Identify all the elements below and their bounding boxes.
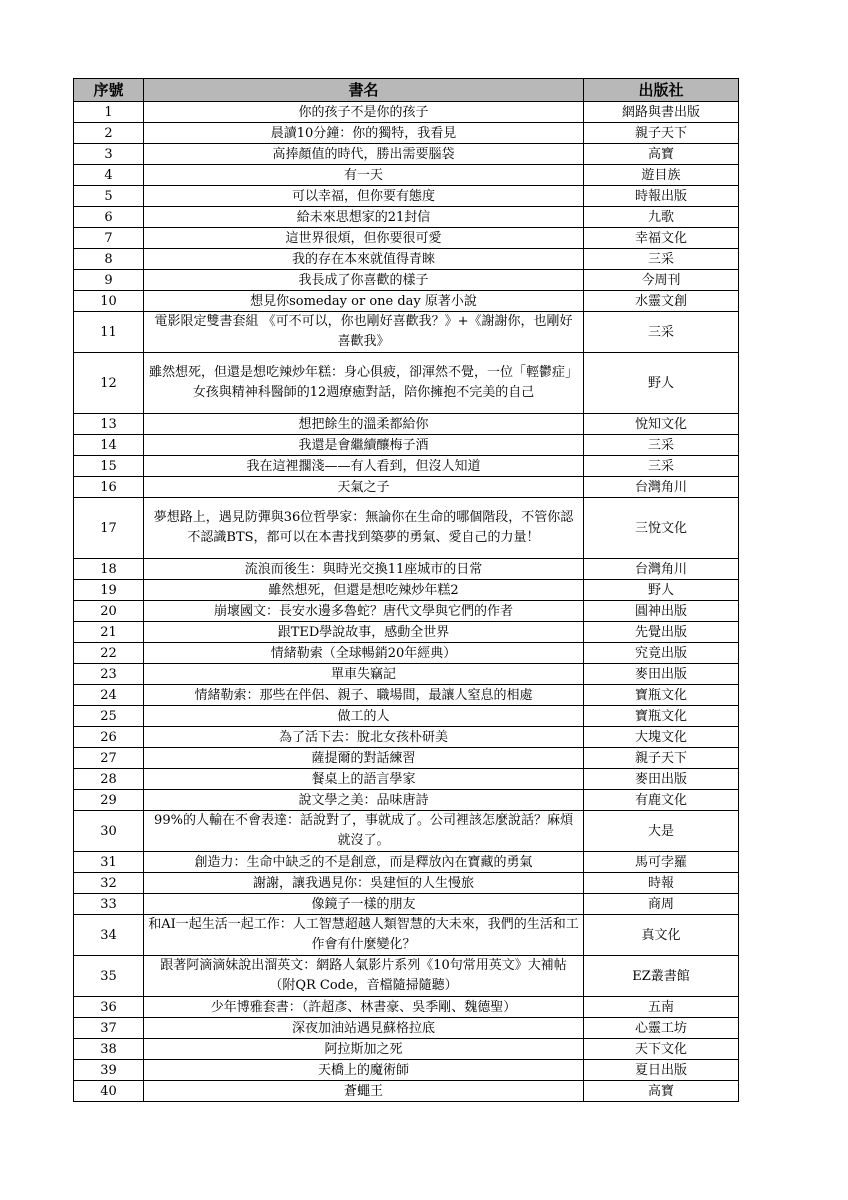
- book-list-table: [73, 78, 739, 1102]
- table-row: [74, 186, 739, 207]
- table-header-row: [74, 79, 739, 102]
- table-row: [74, 165, 739, 186]
- table-row: [74, 456, 739, 477]
- row-number: 28: [74, 769, 144, 790]
- book-title: 給未來思想家的21封信: [144, 207, 584, 228]
- table-row: [74, 997, 739, 1018]
- row-number: 21: [74, 622, 144, 643]
- book-title: 和AI一起生活一起工作：人工智慧超越人類智慧的大未來，我們的生活和工作會有什麼變化？: [144, 915, 584, 956]
- book-title: 夢想路上，遇見防彈與36位哲學家：無論你在生命的哪個階段，不管你認不認識BTS，都可以在本書找到築夢的勇氣、愛自己的力量！: [144, 498, 584, 559]
- table-row: [74, 727, 739, 748]
- table-row: [74, 643, 739, 664]
- publisher-name: 台灣角川: [584, 559, 739, 580]
- book-title: 情緒勒索（全球暢銷20年經典）: [144, 643, 584, 664]
- publisher-name: 悅知文化: [584, 414, 739, 435]
- publisher-name: 幸福文化: [584, 228, 739, 249]
- table-row: [74, 1081, 739, 1102]
- table-row: [74, 873, 739, 894]
- book-title: 我的存在本來就值得青睞: [144, 249, 584, 270]
- publisher-name: 大是: [584, 811, 739, 852]
- row-number: 30: [74, 811, 144, 852]
- publisher-name: 馬可孛羅: [584, 852, 739, 873]
- table-row: [74, 498, 739, 559]
- publisher-name: 三采: [584, 249, 739, 270]
- book-title: 我還是會繼續釀梅子酒: [144, 435, 584, 456]
- publisher-name: 寶瓶文化: [584, 685, 739, 706]
- row-number: 35: [74, 956, 144, 997]
- row-number: 8: [74, 249, 144, 270]
- row-number: 11: [74, 312, 144, 353]
- book-title: 雖然想死，但還是想吃辣炒年糕2: [144, 580, 584, 601]
- publisher-name: 先覺出版: [584, 622, 739, 643]
- row-number: 39: [74, 1060, 144, 1081]
- book-title: 天橋上的魔術師: [144, 1060, 584, 1081]
- table-row: [74, 207, 739, 228]
- book-title: 天氣之子: [144, 477, 584, 498]
- table-row: [74, 685, 739, 706]
- row-number: 17: [74, 498, 144, 559]
- row-number: 33: [74, 894, 144, 915]
- publisher-name: 時報出版: [584, 186, 739, 207]
- book-title: 蒼蠅王: [144, 1081, 584, 1102]
- table-row: [74, 312, 739, 353]
- header-title: 書名: [144, 79, 584, 102]
- row-number: 4: [74, 165, 144, 186]
- table-row: [74, 852, 739, 873]
- publisher-name: 今周刊: [584, 270, 739, 291]
- row-number: 9: [74, 270, 144, 291]
- book-title: 我在這裡擱淺——有人看到，但沒人知道: [144, 456, 584, 477]
- row-number: 20: [74, 601, 144, 622]
- table-row: [74, 102, 739, 123]
- table-row: [74, 228, 739, 249]
- book-title: 電影限定雙書套組 《可不可以，你也剛好喜歡我？》+《謝謝你，也剛好喜歡我》: [144, 312, 584, 353]
- table-row: [74, 706, 739, 727]
- row-number: 26: [74, 727, 144, 748]
- book-title: 想見你someday or one day 原著小說: [144, 291, 584, 312]
- table-row: [74, 622, 739, 643]
- publisher-name: 時報: [584, 873, 739, 894]
- row-number: 7: [74, 228, 144, 249]
- row-number: 38: [74, 1039, 144, 1060]
- book-title: 謝謝，讓我遇見你：吳建恒的人生慢旅: [144, 873, 584, 894]
- publisher-name: 網路與書出版: [584, 102, 739, 123]
- book-title: 這世界很煩，但你要很可愛: [144, 228, 584, 249]
- publisher-name: 遊目族: [584, 165, 739, 186]
- table-row: [74, 580, 739, 601]
- publisher-name: 商周: [584, 894, 739, 915]
- table-row: [74, 144, 739, 165]
- table-row: [74, 559, 739, 580]
- row-number: 12: [74, 353, 144, 414]
- table-row: [74, 1018, 739, 1039]
- publisher-name: 心靈工坊: [584, 1018, 739, 1039]
- book-title: 薩提爾的對話練習: [144, 748, 584, 769]
- book-title: 像鏡子一樣的朋友: [144, 894, 584, 915]
- row-number: 31: [74, 852, 144, 873]
- publisher-name: 高寶: [584, 144, 739, 165]
- row-number: 19: [74, 580, 144, 601]
- book-title: 想把餘生的溫柔都給你: [144, 414, 584, 435]
- row-number: 10: [74, 291, 144, 312]
- table-row: [74, 123, 739, 144]
- row-number: 3: [74, 144, 144, 165]
- row-number: 1: [74, 102, 144, 123]
- row-number: 24: [74, 685, 144, 706]
- table-row: [74, 1060, 739, 1081]
- publisher-name: 圓神出版: [584, 601, 739, 622]
- book-title: 我長成了你喜歡的樣子: [144, 270, 584, 291]
- row-number: 37: [74, 1018, 144, 1039]
- table-row: [74, 435, 739, 456]
- book-title: 有一天: [144, 165, 584, 186]
- book-title: 阿拉斯加之死: [144, 1039, 584, 1060]
- row-number: 5: [74, 186, 144, 207]
- book-title: 雖然想死，但還是想吃辣炒年糕：身心俱疲，卻渾然不覺，一位「輕鬱症」女孩與精神科醫師的12週療癒對話，陪你擁抱不完美的自己: [144, 353, 584, 414]
- header-no: 序號: [74, 79, 144, 102]
- publisher-name: 究竟出版: [584, 643, 739, 664]
- publisher-name: 親子天下: [584, 123, 739, 144]
- table-row: [74, 811, 739, 852]
- publisher-name: 夏日出版: [584, 1060, 739, 1081]
- table-row: [74, 477, 739, 498]
- header-publisher: 出版社: [584, 79, 739, 102]
- book-title: 深夜加油站遇見蘇格拉底: [144, 1018, 584, 1039]
- publisher-name: 三采: [584, 312, 739, 353]
- publisher-name: 麥田出版: [584, 769, 739, 790]
- publisher-name: 麥田出版: [584, 664, 739, 685]
- table-row: [74, 353, 739, 414]
- publisher-name: 大塊文化: [584, 727, 739, 748]
- publisher-name: 寶瓶文化: [584, 706, 739, 727]
- row-number: 14: [74, 435, 144, 456]
- book-title: 跟著阿滴滴妹說出溜英文：網路人氣影片系列《10句常用英文》大補帖（附QR Code，音檔隨掃隨聽）: [144, 956, 584, 997]
- book-title: 少年博雅套書：（許超彥、林書豪、吳季剛、魏德聖）: [144, 997, 584, 1018]
- publisher-name: 九歌: [584, 207, 739, 228]
- table-row: [74, 414, 739, 435]
- publisher-name: 野人: [584, 580, 739, 601]
- book-title: 你的孩子不是你的孩子: [144, 102, 584, 123]
- book-title: 做工的人: [144, 706, 584, 727]
- table-row: [74, 270, 739, 291]
- book-title: 高捧顏值的時代，勝出需要腦袋: [144, 144, 584, 165]
- row-number: 18: [74, 559, 144, 580]
- row-number: 22: [74, 643, 144, 664]
- table-row: [74, 1039, 739, 1060]
- row-number: 34: [74, 915, 144, 956]
- book-title: 流浪而後生：與時光交換11座城市的日常: [144, 559, 584, 580]
- book-title: 單車失竊記: [144, 664, 584, 685]
- table-row: [74, 894, 739, 915]
- table-row: [74, 601, 739, 622]
- table-row: [74, 769, 739, 790]
- table-row: [74, 249, 739, 270]
- publisher-name: 五南: [584, 997, 739, 1018]
- table-row: [74, 291, 739, 312]
- row-number: 40: [74, 1081, 144, 1102]
- publisher-name: EZ叢書館: [584, 956, 739, 997]
- row-number: 16: [74, 477, 144, 498]
- row-number: 27: [74, 748, 144, 769]
- row-number: 25: [74, 706, 144, 727]
- row-number: 2: [74, 123, 144, 144]
- row-number: 13: [74, 414, 144, 435]
- publisher-name: 野人: [584, 353, 739, 414]
- table-row: [74, 790, 739, 811]
- publisher-name: 親子天下: [584, 748, 739, 769]
- publisher-name: 三悅文化: [584, 498, 739, 559]
- table-row: [74, 956, 739, 997]
- row-number: 36: [74, 997, 144, 1018]
- publisher-name: 真文化: [584, 915, 739, 956]
- publisher-name: 天下文化: [584, 1039, 739, 1060]
- publisher-name: 三采: [584, 456, 739, 477]
- book-title: 可以幸福，但你要有態度: [144, 186, 584, 207]
- publisher-name: 有鹿文化: [584, 790, 739, 811]
- row-number: 15: [74, 456, 144, 477]
- publisher-name: 台灣角川: [584, 477, 739, 498]
- row-number: 29: [74, 790, 144, 811]
- book-title: 說文學之美：品味唐詩: [144, 790, 584, 811]
- table-row: [74, 915, 739, 956]
- row-number: 32: [74, 873, 144, 894]
- book-title: 跟TED學說故事，感動全世界: [144, 622, 584, 643]
- book-title: 餐桌上的語言學家: [144, 769, 584, 790]
- publisher-name: 高寶: [584, 1081, 739, 1102]
- book-title: 創造力：生命中缺乏的不是創意，而是釋放內在寶藏的勇氣: [144, 852, 584, 873]
- row-number: 6: [74, 207, 144, 228]
- table-row: [74, 664, 739, 685]
- book-title: 99%的人輸在不會表達：話說對了，事就成了。公司裡該怎麼說話？麻煩就沒了。: [144, 811, 584, 852]
- book-title: 晨讀10分鐘：你的獨特，我看見: [144, 123, 584, 144]
- book-title: 情緒勒索：那些在伴侶、親子、職場間，最讓人窒息的相處: [144, 685, 584, 706]
- publisher-name: 水靈文創: [584, 291, 739, 312]
- publisher-name: 三采: [584, 435, 739, 456]
- table-row: [74, 748, 739, 769]
- book-title: 為了活下去：脫北女孩朴研美: [144, 727, 584, 748]
- book-title: 崩壞國文：長安水邊多魯蛇？唐代文學與它們的作者: [144, 601, 584, 622]
- row-number: 23: [74, 664, 144, 685]
